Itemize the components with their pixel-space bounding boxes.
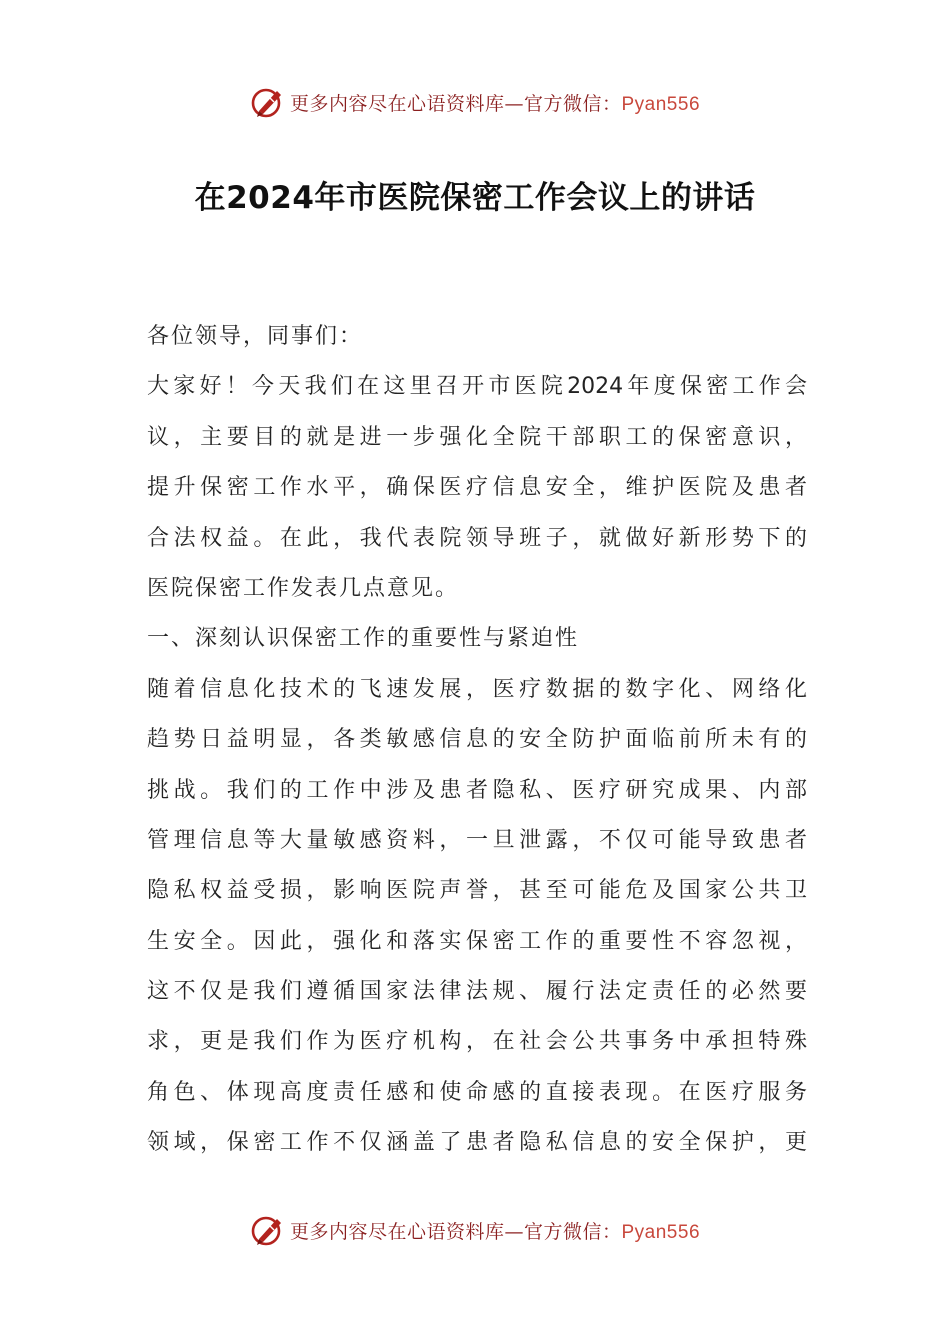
- banner-contact: Pyan556: [621, 93, 701, 115]
- paragraph-line: 隐私权益受损，影响医院声誉，甚至可能危及国家公共卫: [147, 878, 807, 904]
- paragraph-line: 提升保密工作水平，确保医疗信息安全，维护医院及患者: [147, 475, 807, 501]
- paragraph-line: 求，更是我们作为医疗机构，在社会公共事务中承担特殊: [147, 1029, 807, 1055]
- paragraph-line: 议，主要目的就是进一步强化全院干部职工的保密意识，: [147, 424, 807, 450]
- paragraph-line: 挑战。我们的工作中涉及患者隐私、医疗研究成果、内部: [147, 777, 807, 803]
- paragraph-line: 合法权益。在此，我代表院领导班子，就做好新形势下的: [147, 525, 807, 551]
- pen-logo-icon: [250, 84, 286, 120]
- header-banner: [0, 82, 950, 122]
- banner-contact: Pyan556: [621, 1221, 701, 1243]
- page-title: 在2024年市医院保密工作会议上的讲话: [194, 180, 756, 216]
- banner-text: 更多内容尽在心语资料库—官方微信：Pyan556: [289, 92, 701, 115]
- paragraph-line: 大家好！今天我们在这里召开市医院2024年度保密工作会: [147, 374, 807, 400]
- document-body: [147, 312, 807, 1169]
- paragraph-line: 角色、体现高度责任感和使命感的直接表现。在医疗服务: [147, 1079, 807, 1105]
- paragraph-line: 随着信息化技术的飞速发展，医疗数据的数字化、网络化: [147, 676, 807, 702]
- paragraph-line: 趋势日益明显，各类敏感信息的安全防护面临前所未有的: [147, 727, 807, 753]
- paragraph-line: 这不仅是我们遵循国家法律法规、履行法定责任的必然要: [147, 979, 807, 1005]
- paragraph-line: 医院保密工作发表几点意见。: [147, 575, 460, 601]
- paragraph-line: 管理信息等大量敏感资料，一旦泄露，不仅可能导致患者: [147, 827, 807, 853]
- footer-banner: [0, 1210, 950, 1250]
- banner-text: 更多内容尽在心语资料库—官方微信：Pyan556: [289, 1220, 701, 1243]
- section-heading: 一、深刻认识保密工作的重要性与紧迫性: [147, 626, 580, 652]
- paragraph-line: 生安全。因此，强化和落实保密工作的重要性不容忽视，: [147, 928, 807, 954]
- salutation: 各位领导，同事们：: [147, 324, 364, 349]
- pen-logo-icon: [250, 1212, 286, 1248]
- paragraph-line: 领域，保密工作不仅涵盖了患者隐私信息的安全保护，更: [147, 1130, 807, 1156]
